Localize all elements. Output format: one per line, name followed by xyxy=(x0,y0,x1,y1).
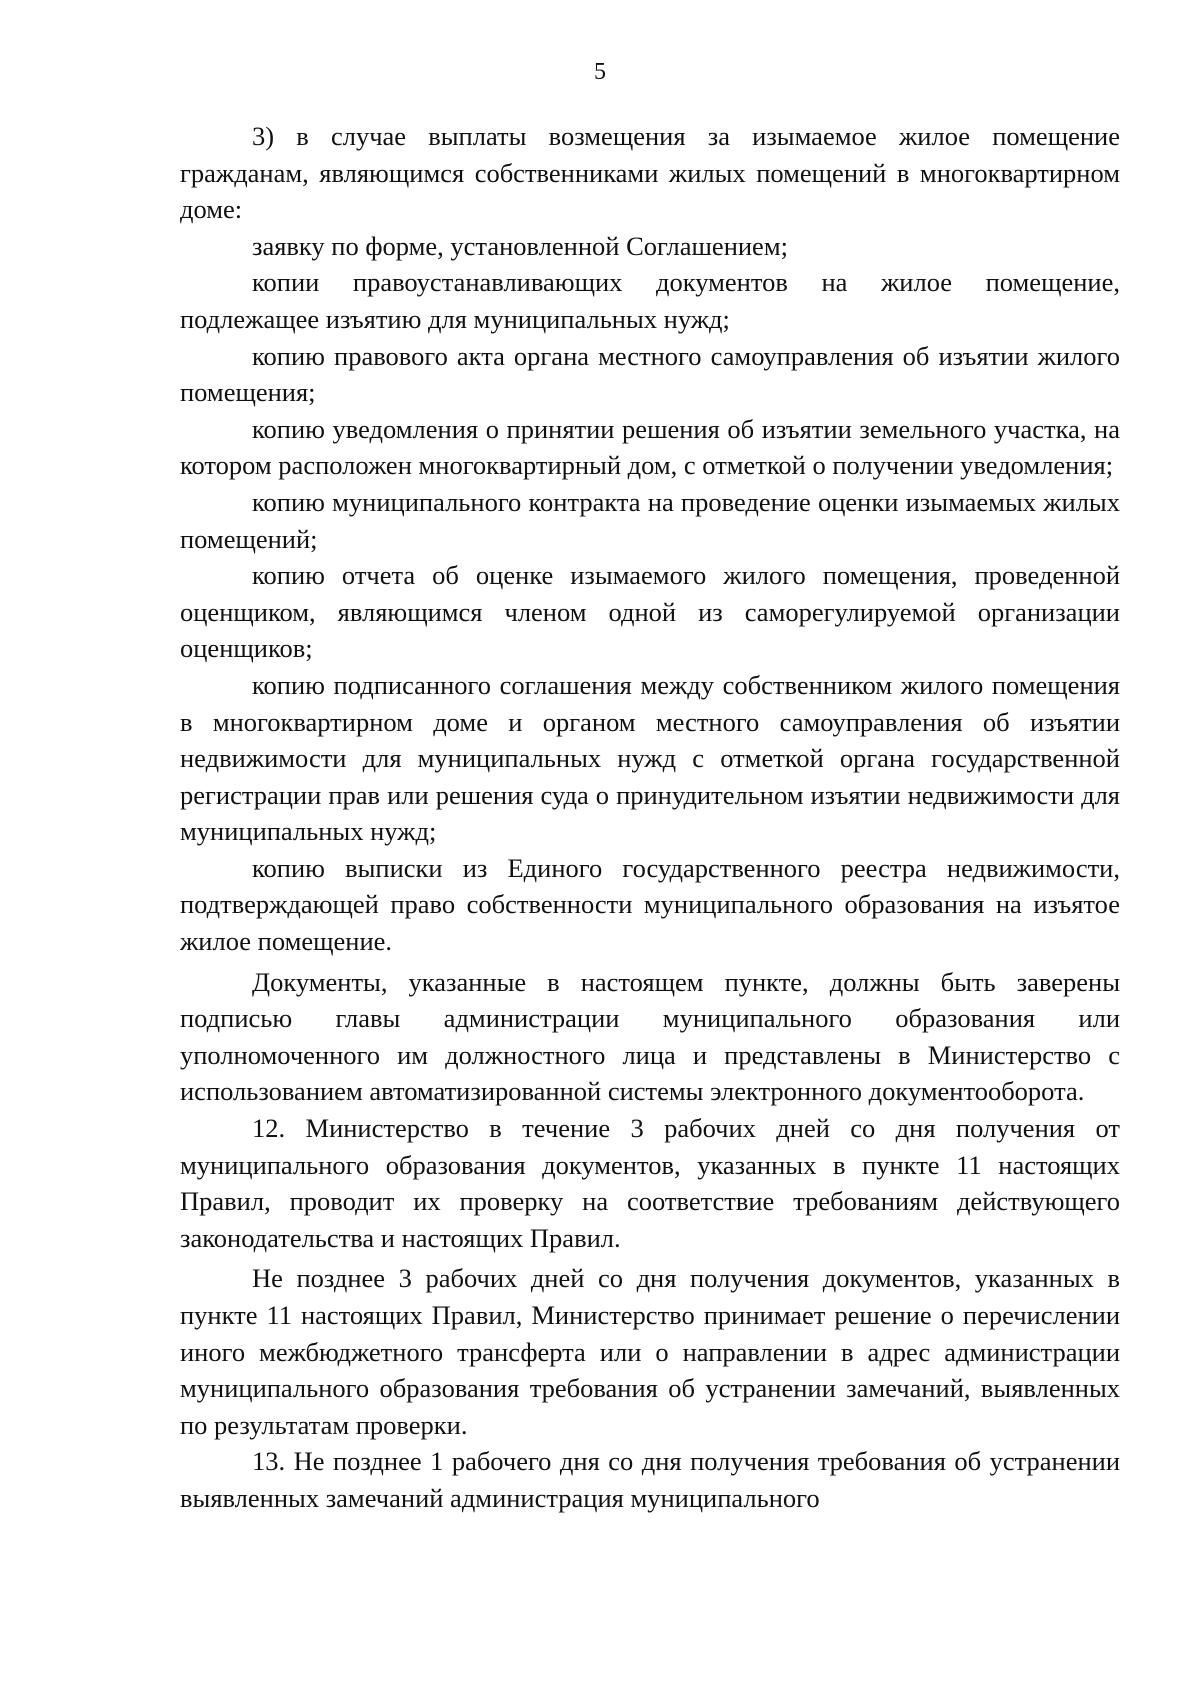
paragraph-title-documents: копии правоустанавливающих документов на жилое помещение, подлежащее изъятию для муниципальных нужд; xyxy=(180,267,1120,334)
paragraph-legal-act: копию правового акта органа местного самоуправления об изъятии жилого помещения; xyxy=(180,340,1120,408)
paragraph-certification: Документы, указанные в настоящем пункте, должны быть заверены подписью главы администрации муниципального образования или уполномоченного им должностного лица и представлены в Министерство с использованием автоматизированной системы электронного документооборота. xyxy=(180,966,1120,1107)
paragraph-registry-extract: копию выписки из Единого государственного реестра недвижимости, подтверждающей право собственности муниципального образования на изъятое жилое помещение. xyxy=(180,852,1120,957)
page-number: 5 xyxy=(594,59,606,85)
document-body xyxy=(180,118,1120,1517)
paragraph-municipal-contract: копию муниципального контракта на проведение оценки изымаемых жилых помещений; xyxy=(180,486,1120,554)
paragraph-section-12: 12. Министерство в течение 3 рабочих дней со дня получения от муниципального образования документов, указанных в пункте 11 настоящих Правил, проводит их проверку на соответствие требованиям действующего законодательства и настоящих Правил. xyxy=(180,1113,1120,1253)
paragraph-application-form: заявку по форме, установленной Соглашением; xyxy=(252,230,788,261)
paragraph-land-notice: копию уведомления о принятии решения об изъятии земельного участка, на котором расположен многоквартирный дом, с отметкой о получении уведомления; xyxy=(180,413,1120,481)
paragraph-signed-agreement: копию подписанного соглашения между собственником жилого помещения в многоквартирном доме и органом местного самоуправления об изъятии недвижимости для муниципальных нужд с отметкой органа государственной регистрации прав или решения суда о принудительном изъятии недвижимости для муниципальных нужд; xyxy=(180,669,1120,847)
paragraph-section-13: 13. Не позднее 1 рабочего дня со дня получения требования об устранении выявленных замечаний администрация муниципального xyxy=(180,1446,1120,1513)
paragraph-item-3: 3) в случае выплаты возмещения за изымаемое жилое помещение гражданам, являющимся собственниками жилых помещений в многоквартирном доме: xyxy=(180,121,1120,225)
paragraph-decision: Не позднее 3 рабочих дней со дня получения документов, указанных в пункте 11 настоящих Правил, Министерство принимает решение о перечислении иного межбюджетного трансферта или о направлении в адрес администрации муниципального образования требования об устранении замечаний, выявленных по результатам проверки. xyxy=(180,1263,1120,1440)
paragraph-valuation-report: копию отчета об оценке изымаемого жилого помещения, проведенной оценщиком, являющимся членом одной из саморегулируемой организации оценщиков; xyxy=(180,560,1120,664)
